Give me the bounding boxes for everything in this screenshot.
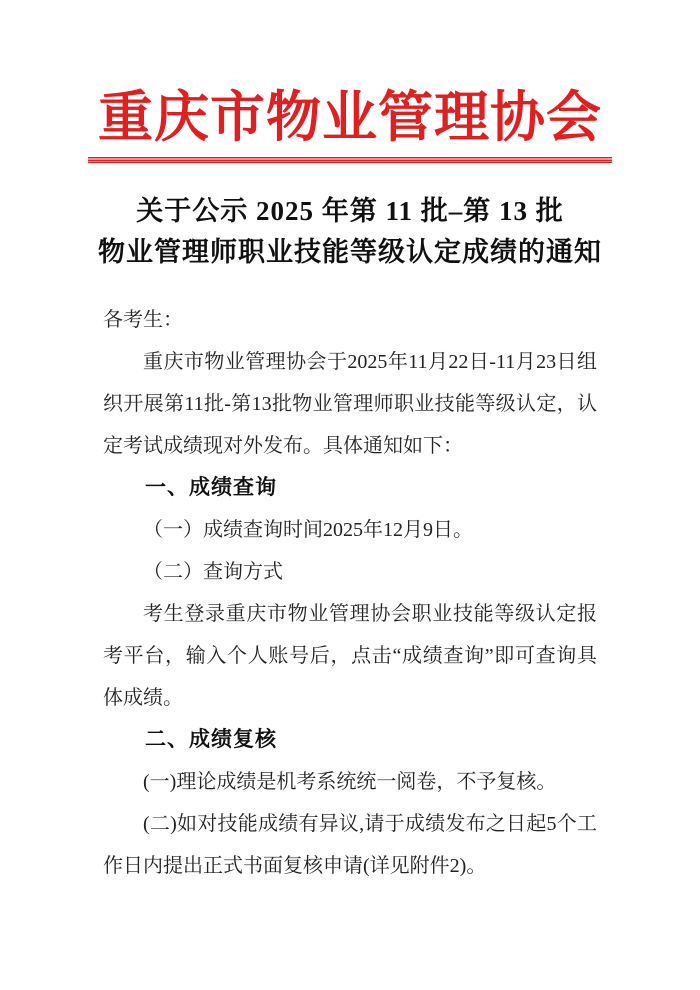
- notice-body: [103, 299, 597, 887]
- section-1-item-2: （二）查询方式: [143, 561, 283, 584]
- section-2-item-1: (一)理论成绩是机考系统统一阅卷，不予复核。: [143, 771, 557, 794]
- section-1-heading: 一、成绩查询: [145, 476, 277, 500]
- section-2-heading: 二、成绩复核: [145, 728, 277, 752]
- masthead-double-rule: [88, 157, 612, 163]
- section-1-item-1: （一）成绩查询时间2025年12月9日。: [143, 519, 473, 542]
- intro-paragraph: 重庆市物业管理协会于2025年11月22日-11月23日组织开展第11批-第13批物业管理师职业技能等级认定，认定考试成绩现对外发布。具体通知如下：: [103, 351, 597, 458]
- letterhead: [0, 88, 700, 163]
- salutation: 各考生：: [103, 309, 183, 332]
- notice-title: [0, 191, 700, 273]
- notice-title-line-2: 物业管理师职业技能等级认定成绩的通知: [98, 237, 602, 268]
- section-2-item-2: (二)如对技能成绩有异议,请于成绩发布之日起5个工作日内提出正式书面复核申请(详见附件2)。: [103, 813, 597, 878]
- association-masthead-title: 重庆市物业管理协会: [97, 87, 602, 148]
- section-1-item-3: 考生登录重庆市物业管理协会职业技能等级认定报考平台，输入个人账号后，点击“成绩查询”即可查询具体成绩。: [103, 603, 597, 710]
- notice-title-line-1: 关于公示 2025 年第 11 批–第 13 批: [136, 196, 564, 227]
